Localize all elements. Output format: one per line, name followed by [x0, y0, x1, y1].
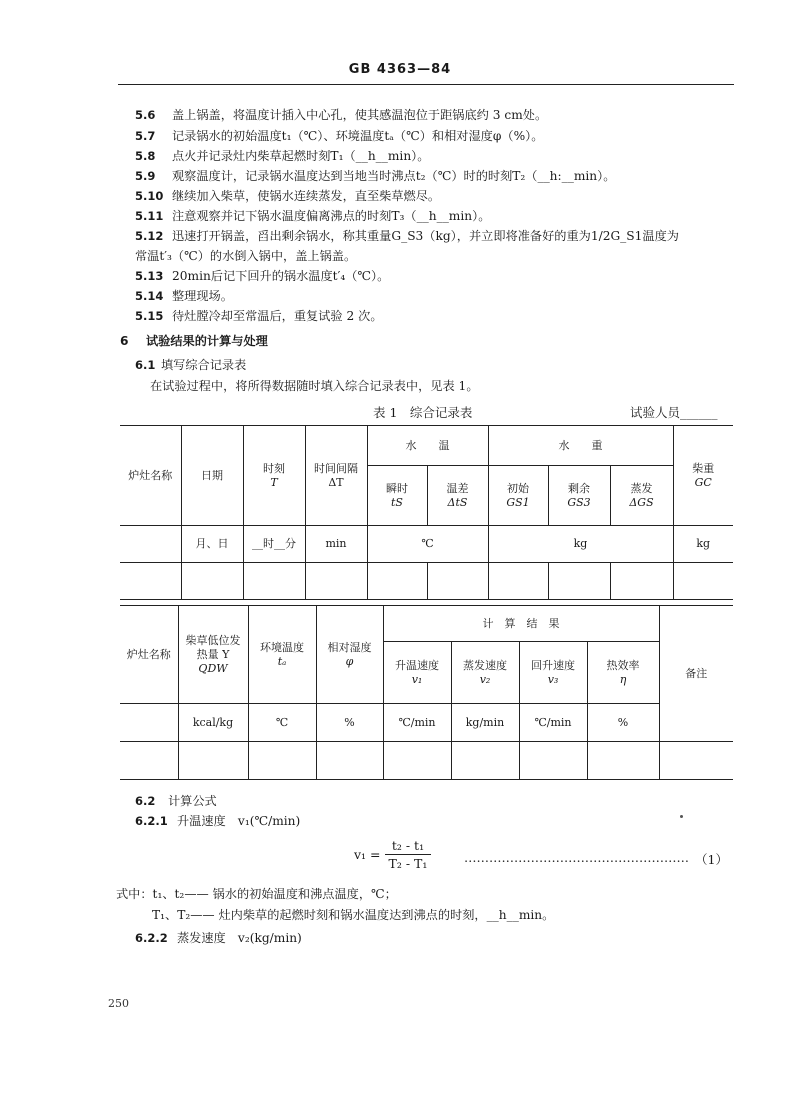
step-5-14: 5.14 整理现场。	[135, 289, 233, 303]
data-cell	[519, 742, 587, 780]
step-5-15: 5.15 待灶膛冷却至常温后，重复试验 2 次。	[135, 309, 383, 323]
data-cell	[120, 563, 181, 600]
data-cell	[427, 563, 488, 600]
unit-date: 月、日	[181, 526, 243, 563]
unit-min: min	[305, 526, 367, 563]
step-5-6: 5.6 盖上锅盖，将温度计插入中心孔，使其感温泡位于距锅底约 3 cm处。	[135, 108, 548, 122]
unit-eff: %	[587, 704, 659, 742]
unit-humidity: %	[316, 704, 383, 742]
temp-diff-header: 温差 ΔtS	[427, 466, 488, 526]
results-header: 计 算 结 果	[383, 606, 659, 642]
water-weight-header: 水 重	[488, 426, 673, 466]
data-cell	[659, 742, 733, 780]
standard-code-header: GB 4363—84	[348, 62, 452, 77]
unit-rise: ℃/min	[383, 704, 451, 742]
section-6-heading: 6 试验结果的计算与处理	[120, 334, 268, 348]
data-cell	[587, 742, 659, 780]
formula-1: v₁ = $\frac{\text{t₂ - t₁}}{\text{T₂ - T₁}}$	[354, 838, 431, 871]
date-header: 日期	[181, 426, 243, 526]
header-rule	[118, 84, 734, 85]
data-cell	[673, 563, 733, 600]
data-cell	[488, 563, 548, 600]
unit-cell-empty-2	[120, 704, 178, 742]
step-5-8: 5.8 点火并记录灶内柴草起燃时刻T₁（__h__min）。	[135, 149, 430, 163]
section-6-2-1-heading: 6.2.1 升温速度 v₁(℃/min)	[135, 814, 301, 828]
section-6-2-2-heading: 6.2.2 蒸发速度 v₂(kg/min)	[135, 931, 302, 945]
stove-name-header-2: 炉灶名称	[120, 606, 178, 704]
step-5-12-continued: 常温t′₃（℃）的水倒入锅中，盖上锅盖。	[135, 249, 357, 263]
tester-field: 试验人员______	[630, 405, 718, 420]
step-5-9: 5.9 观察温度计，记录锅水温度达到当地当时沸点t₂（℃）时的时刻T₂（__h:__min）。	[135, 169, 616, 183]
instant-temp-header: 瞬时 tS	[367, 466, 427, 526]
section-6-2-heading: 6.2 计算公式	[135, 794, 217, 808]
where-line-1: 式中：t₁、t₂—— 锅水的初始温度和沸点温度，℃；	[116, 887, 397, 901]
evaporation-header: 蒸发 ΔGS	[610, 466, 673, 526]
initial-weight-header: 初始 GS1	[488, 466, 548, 526]
remaining-weight-header: 剩余 GS3	[548, 466, 610, 526]
page-number: 250	[108, 997, 129, 1010]
unit-back: ℃/min	[519, 704, 587, 742]
where-line-2: T₁、T₂—— 灶内柴草的起燃时刻和锅水温度达到沸点的时刻，__h__min。	[152, 908, 555, 922]
efficiency-header: 热效率 η	[587, 642, 659, 704]
formula-fraction: $\frac{\text{t₂ - t₁}}{\text{T₂ - T₁}}$	[385, 838, 432, 871]
section-6-1-paragraph: 在试验过程中，将所得数据随时填入综合记录表中，见表 1。	[150, 379, 479, 393]
unit-fuel-kg: kg	[673, 526, 733, 563]
section-6-1-heading: 6.1 填写综合记录表	[135, 358, 247, 372]
data-cell	[367, 563, 427, 600]
unit-heat: kcal/kg	[178, 704, 248, 742]
record-table-bottom	[120, 605, 733, 780]
time-header: 时刻 T	[243, 426, 305, 526]
data-cell	[316, 742, 383, 780]
stove-name-header: 炉灶名称	[120, 426, 181, 526]
unit-cell-empty	[120, 526, 181, 563]
fuel-weight-header: 柴重 GC	[673, 426, 733, 526]
data-cell	[305, 563, 367, 600]
evap-speed-header: 蒸发速度 v₂	[451, 642, 519, 704]
table-1-caption: 表 1 综合记录表	[373, 405, 473, 420]
formula-number: （1）	[695, 852, 728, 867]
back-speed-header: 回升速度 v₃	[519, 642, 587, 704]
ambient-temp-header: 环境温度 tₐ	[248, 606, 316, 704]
step-5-10: 5.10 继续加入柴草，使锅水连续蒸发，直至柴草燃尽。	[135, 189, 441, 203]
speck	[680, 815, 683, 818]
remark-header: 备注	[659, 606, 733, 742]
step-5-13: 5.13 20min后记下回升的锅水温度t′₄（℃）。	[135, 269, 390, 283]
data-cell	[451, 742, 519, 780]
step-5-11: 5.11 注意观察并记下锅水温度偏离沸点的时刻T₃（__h__min）。	[135, 209, 491, 223]
humidity-header: 相对湿度 φ	[316, 606, 383, 704]
data-cell	[548, 563, 610, 600]
unit-ambient: ℃	[248, 704, 316, 742]
record-table-top	[120, 425, 733, 600]
data-cell	[181, 563, 243, 600]
step-5-7: 5.7 记录锅水的初始温度t₁（℃）、环境温度tₐ（℃）和相对湿度φ（%）。	[135, 129, 544, 143]
data-cell	[178, 742, 248, 780]
unit-evap: kg/min	[451, 704, 519, 742]
unit-kg: kg	[488, 526, 673, 563]
unit-time: __时__分	[243, 526, 305, 563]
data-cell	[610, 563, 673, 600]
water-temp-header: 水 温	[367, 426, 488, 466]
data-cell	[120, 742, 178, 780]
formula-leader: ………………………………………………	[464, 850, 689, 865]
interval-header: 时间间隔 ΔT	[305, 426, 367, 526]
unit-temp: ℃	[367, 526, 488, 563]
data-cell	[248, 742, 316, 780]
heat-value-header: 柴草低位发 热量 Y QDW	[178, 606, 248, 704]
rise-speed-header: 升温速度 v₁	[383, 642, 451, 704]
step-5-12: 5.12 迅速打开锅盖，舀出剩余锅水，称其重量G_S3（kg），并立即将准备好的重为1/2G_S1温度为	[135, 229, 679, 243]
data-cell	[383, 742, 451, 780]
data-cell	[243, 563, 305, 600]
